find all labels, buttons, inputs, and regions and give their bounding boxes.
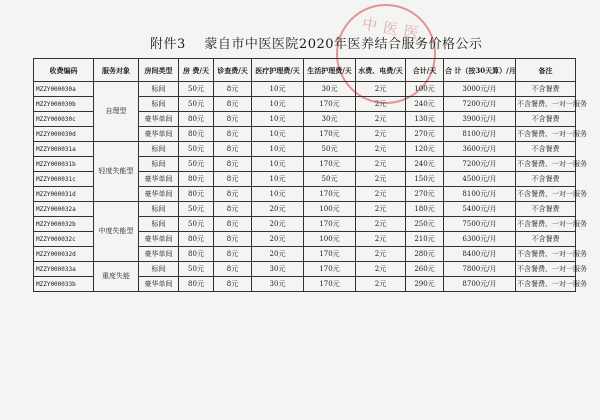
daily-total-cell: 260元 — [406, 262, 444, 277]
room-type-cell: 豪华单间 — [139, 112, 179, 127]
daily-total-cell: 100元 — [406, 82, 444, 97]
service-target-cell: 自理型 — [94, 82, 139, 142]
utility-fee-cell: 2元 — [356, 262, 406, 277]
room-fee-cell: 80元 — [179, 172, 214, 187]
room-type-cell: 豪华单间 — [139, 187, 179, 202]
exam-fee-cell: 8元 — [214, 82, 252, 97]
utility-fee-cell: 2元 — [356, 127, 406, 142]
medical-care-cell: 20元 — [252, 232, 304, 247]
life-care-cell: 170元 — [304, 277, 356, 292]
fee-code-cell: MZZY000032a — [34, 202, 94, 217]
exam-fee-cell: 8元 — [214, 217, 252, 232]
utility-fee-cell: 2元 — [356, 277, 406, 292]
column-header: 医疗护理费/天 — [252, 59, 304, 82]
room-fee-cell: 80元 — [179, 127, 214, 142]
life-care-cell: 170元 — [304, 262, 356, 277]
exam-fee-cell: 8元 — [214, 127, 252, 142]
exam-fee-cell: 8元 — [214, 187, 252, 202]
column-header: 房 费/天 — [179, 59, 214, 82]
table-row — [34, 202, 576, 217]
column-header: 收费编码 — [34, 59, 94, 82]
room-fee-cell: 80元 — [179, 247, 214, 262]
fee-code-cell: MZZY000031d — [34, 187, 94, 202]
exam-fee-cell: 8元 — [214, 202, 252, 217]
medical-care-cell: 10元 — [252, 112, 304, 127]
monthly-total-cell: 4500元/月 — [444, 172, 516, 187]
daily-total-cell: 270元 — [406, 187, 444, 202]
room-fee-cell: 50元 — [179, 82, 214, 97]
room-type-cell: 豪华单间 — [139, 277, 179, 292]
daily-total-cell: 210元 — [406, 232, 444, 247]
monthly-total-cell: 3000元/月 — [444, 82, 516, 97]
table-row — [34, 262, 576, 277]
medical-care-cell: 10元 — [252, 157, 304, 172]
utility-fee-cell: 2元 — [356, 247, 406, 262]
fee-code-cell: MZZY000033a — [34, 262, 94, 277]
room-type-cell: 标间 — [139, 82, 179, 97]
fee-code-cell: MZZY000033b — [34, 277, 94, 292]
daily-total-cell: 240元 — [406, 97, 444, 112]
column-header: 合计/天 — [406, 59, 444, 82]
remark-cell: 不含餐费、一对一服务 — [516, 277, 576, 292]
utility-fee-cell: 2元 — [356, 187, 406, 202]
column-header: 服务对象 — [94, 59, 139, 82]
utility-fee-cell: 2元 — [356, 97, 406, 112]
column-header: 合 计（按30天算）/月 — [444, 59, 516, 82]
room-type-cell: 标间 — [139, 262, 179, 277]
medical-care-cell: 10元 — [252, 127, 304, 142]
remark-cell: 不含餐费、一对一服务 — [516, 247, 576, 262]
monthly-total-cell: 7800元/月 — [444, 262, 516, 277]
exam-fee-cell: 8元 — [214, 112, 252, 127]
room-fee-cell: 50元 — [179, 97, 214, 112]
fee-code-cell: MZZY000031a — [34, 142, 94, 157]
life-care-cell: 170元 — [304, 187, 356, 202]
room-type-cell: 豪华单间 — [139, 247, 179, 262]
service-target-cell: 轻度失能型 — [94, 142, 139, 202]
life-care-cell: 170元 — [304, 157, 356, 172]
remark-cell: 不含餐费 — [516, 142, 576, 157]
daily-total-cell: 280元 — [406, 247, 444, 262]
fee-code-cell: MZZY000032b — [34, 217, 94, 232]
remark-cell: 不含餐费 — [516, 202, 576, 217]
monthly-total-cell: 8100元/月 — [444, 187, 516, 202]
fee-code-cell: MZZY000030a — [34, 82, 94, 97]
monthly-total-cell: 8100元/月 — [444, 127, 516, 142]
medical-care-cell: 10元 — [252, 172, 304, 187]
life-care-cell: 30元 — [304, 82, 356, 97]
room-type-cell: 豪华单间 — [139, 172, 179, 187]
room-type-cell: 标间 — [139, 217, 179, 232]
exam-fee-cell: 8元 — [214, 157, 252, 172]
remark-cell: 不含餐费、一对一服务 — [516, 217, 576, 232]
utility-fee-cell: 2元 — [356, 82, 406, 97]
remark-cell: 不含餐费 — [516, 172, 576, 187]
monthly-total-cell: 3900元/月 — [444, 112, 516, 127]
remark-cell: 不含餐费、一对一服务 — [516, 157, 576, 172]
medical-care-cell: 20元 — [252, 217, 304, 232]
room-type-cell: 豪华单间 — [139, 232, 179, 247]
exam-fee-cell: 8元 — [214, 97, 252, 112]
fee-code-cell: MZZY000032d — [34, 247, 94, 262]
daily-total-cell: 150元 — [406, 172, 444, 187]
monthly-total-cell: 8400元/月 — [444, 247, 516, 262]
life-care-cell: 30元 — [304, 112, 356, 127]
column-header: 诊查费/天 — [214, 59, 252, 82]
daily-total-cell: 240元 — [406, 157, 444, 172]
life-care-cell: 50元 — [304, 142, 356, 157]
monthly-total-cell: 6300元/月 — [444, 232, 516, 247]
room-type-cell: 豪华单间 — [139, 127, 179, 142]
medical-care-cell: 10元 — [252, 142, 304, 157]
utility-fee-cell: 2元 — [356, 112, 406, 127]
column-header: 水费、电费/天 — [356, 59, 406, 82]
column-header: 房间类型 — [139, 59, 179, 82]
utility-fee-cell: 2元 — [356, 232, 406, 247]
daily-total-cell: 120元 — [406, 142, 444, 157]
life-care-cell: 50元 — [304, 172, 356, 187]
daily-total-cell: 180元 — [406, 202, 444, 217]
column-header: 生活护理费/天 — [304, 59, 356, 82]
remark-cell: 不含餐费、一对一服务 — [516, 262, 576, 277]
remark-cell: 不含餐费、一对一服务 — [516, 187, 576, 202]
annex-label: 附件3 — [150, 37, 186, 52]
monthly-total-cell: 7500元/月 — [444, 217, 516, 232]
exam-fee-cell: 8元 — [214, 172, 252, 187]
exam-fee-cell: 8元 — [214, 262, 252, 277]
life-care-cell: 100元 — [304, 232, 356, 247]
medical-care-cell: 20元 — [252, 247, 304, 262]
fee-code-cell: MZZY000031c — [34, 172, 94, 187]
table-row — [34, 82, 576, 97]
fee-code-cell: MZZY000031b — [34, 157, 94, 172]
room-fee-cell: 50元 — [179, 202, 214, 217]
title-text: 蒙自市中医医院2020年医养结合服务价格公示 — [204, 37, 483, 52]
medical-care-cell: 30元 — [252, 262, 304, 277]
remark-cell: 不含餐费、一对一服务 — [516, 97, 576, 112]
page-title — [150, 33, 483, 52]
room-fee-cell: 50元 — [179, 217, 214, 232]
room-fee-cell: 50元 — [179, 262, 214, 277]
room-type-cell: 标间 — [139, 142, 179, 157]
room-fee-cell: 50元 — [179, 142, 214, 157]
fee-code-cell: MZZY000032c — [34, 232, 94, 247]
utility-fee-cell: 2元 — [356, 202, 406, 217]
medical-care-cell: 10元 — [252, 82, 304, 97]
life-care-cell: 170元 — [304, 247, 356, 262]
price-table — [33, 58, 587, 292]
exam-fee-cell: 8元 — [214, 277, 252, 292]
room-fee-cell: 80元 — [179, 277, 214, 292]
room-fee-cell: 80元 — [179, 112, 214, 127]
life-care-cell: 170元 — [304, 217, 356, 232]
medical-care-cell: 10元 — [252, 187, 304, 202]
service-target-cell: 中度失能型 — [94, 202, 139, 262]
table-header-row — [34, 59, 576, 82]
life-care-cell: 170元 — [304, 97, 356, 112]
medical-care-cell: 30元 — [252, 277, 304, 292]
life-care-cell: 170元 — [304, 127, 356, 142]
room-fee-cell: 80元 — [179, 187, 214, 202]
monthly-total-cell: 5400元/月 — [444, 202, 516, 217]
monthly-total-cell: 7200元/月 — [444, 97, 516, 112]
service-target-cell: 重度失能 — [94, 262, 139, 292]
daily-total-cell: 290元 — [406, 277, 444, 292]
monthly-total-cell: 7200元/月 — [444, 157, 516, 172]
fee-code-cell: MZZY000030d — [34, 127, 94, 142]
monthly-total-cell: 3600元/月 — [444, 142, 516, 157]
table-row — [34, 142, 576, 157]
room-type-cell: 标间 — [139, 157, 179, 172]
room-fee-cell: 50元 — [179, 157, 214, 172]
room-type-cell: 标间 — [139, 97, 179, 112]
monthly-total-cell: 8700元/月 — [444, 277, 516, 292]
remark-cell: 不含餐费 — [516, 232, 576, 247]
table-body — [34, 82, 587, 292]
daily-total-cell: 270元 — [406, 127, 444, 142]
column-header: 备注 — [516, 59, 576, 82]
exam-fee-cell: 8元 — [214, 232, 252, 247]
fee-code-cell: MZZY000030c — [34, 112, 94, 127]
room-fee-cell: 80元 — [179, 232, 214, 247]
exam-fee-cell: 8元 — [214, 142, 252, 157]
medical-care-cell: 10元 — [252, 97, 304, 112]
utility-fee-cell: 2元 — [356, 142, 406, 157]
remark-cell: 不含餐费 — [516, 112, 576, 127]
medical-care-cell: 20元 — [252, 202, 304, 217]
official-seal-text: 中医医 — [360, 14, 427, 44]
life-care-cell: 100元 — [304, 202, 356, 217]
utility-fee-cell: 2元 — [356, 157, 406, 172]
daily-total-cell: 130元 — [406, 112, 444, 127]
remark-cell: 不含餐费、一对一服务 — [516, 127, 576, 142]
exam-fee-cell: 8元 — [214, 247, 252, 262]
daily-total-cell: 250元 — [406, 217, 444, 232]
utility-fee-cell: 2元 — [356, 172, 406, 187]
fee-code-cell: MZZY000030b — [34, 97, 94, 112]
room-type-cell: 标间 — [139, 202, 179, 217]
remark-cell: 不含餐费 — [516, 82, 576, 97]
utility-fee-cell: 2元 — [356, 217, 406, 232]
